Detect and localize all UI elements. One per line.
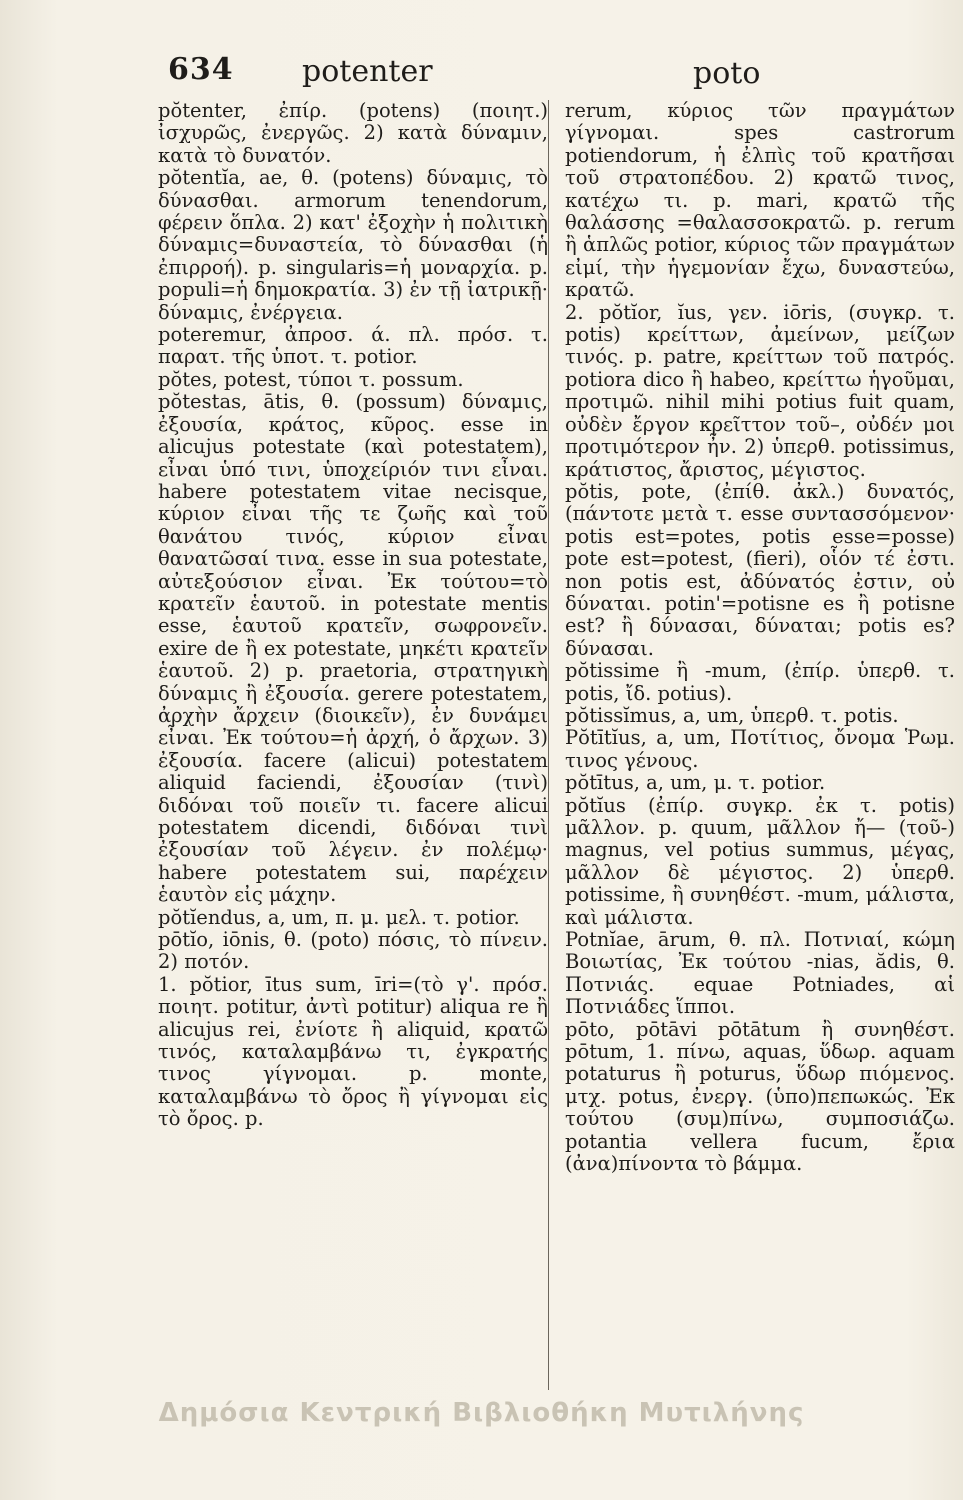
entry-potniae: Potnĭae, ārum, θ. πλ. Ποτνιαί, κώμη Βοιωτίας, Ἐκ τούτου -nias, ădis, θ. Ποτνιάς. equae Potniades, αἱ Ποτνιάδες ἵπποι. [565, 928, 955, 1019]
entry-potentia: pŏtentĭa, ae, θ. (potens) δύναμις, τὸ δύνασθαι. armorum tenendorum, φέρειν ὅπλα. 2) κατ' ἐξοχὴν ἡ πολιτικὴ δύναμις=δυναστεία, τὸ δύνασθαι (ἡ ἐπιρροή). p. singularis=ἡ μοναρχία. p. populi=ἡ δημοκρατία. 3) ἐν τῇ ἰατρικῇ· δύναμις, ἐνέργεια. [158, 166, 548, 324]
entry-potes: pŏtes, potest, τύποι τ. possum. [158, 367, 464, 391]
library-watermark: Δημόσια Κεντρική Βιβλιοθήκη Μυτιλήνης [158, 1398, 805, 1428]
left-column [158, 100, 548, 1400]
entry-poteremur: poteremur, ἀπροσ. ά. πλ. πρόσ. τ. παρατ. τῆς ὑποτ. τ. potior. [158, 323, 548, 369]
entry-potitius: Pŏtītĭus, a, um, Ποτίτιος, ὄνομα Ῥωμ. τινος γένους. [565, 726, 955, 772]
entry-potitus: pŏtītus, a, um, μ. τ. potior. [565, 771, 826, 795]
entry-potestas: pŏtestas, ātis, θ. (possum) δύναμις, ἐξουσία, κράτος, κῦρος. esse in alicujus potestate (καὶ potestatem), εἶναι ὑπό τινι, ὑποχείριόν τινι εἶναι. habere potestatem vitae necisque, κύριον εἶναι τῆς τε ζωῆς καὶ τοῦ θανάτου τινός, κύριον εἶναι θανατῶσαί τινα. esse in sua potestate, αὐτεξούσιον εἶναι. Ἐκ τούτου=τὸ κρατεῖν ἑαυτοῦ. in potestate mentis esse, ἑαυτοῦ κρατεῖν, σωφρονεῖν. exire de ἢ ex potestate, μηκέτι κρατεῖν ἑαυτοῦ. 2) p. praetoria, στρατηγικὴ δύναμις ἢ ἐξουσία. gerere potestatem, ἀρχὴν ἄρχειν (διοικεῖν), ἐν δυνάμει εἶναι. Ἐκ τούτου=ἡ ἀρχή, ὁ ἄρχων. 3) ἐξουσία. facere (alicui) potestatem aliquid faciendi, ἐξουσίαν (τινὶ) διδόναι τοῦ ποιεῖν τι. facere alicui potestatem dicendi, διδόναι τινὶ ἐξουσίαν τοῦ λέγειν. ἐν πολέμῳ· habere potestatem sui, παρέχειν ἑαυτὸν εἰς μάχην. [158, 390, 548, 907]
entry-potior-1-cont: rerum, κύριος τῶν πραγμάτων γίγνομαι. spes castrorum potiendorum, ἡ ἐλπὶς τοῦ κρατῆσαι τοῦ στρατοπέδου. 2) κρατῶ τινος, κατέχω τι. p. mari, κρατῶ τῆς θαλάσσης =θαλασσοκρατῶ. p. rerum ἢ ἁπλῶς potior, κύριος τῶν πραγμάτων εἰμί, τὴν ἡγεμονίαν ἔχω, δυναστεύω, κρατῶ. [565, 100, 955, 302]
left-guide-word: potenter [302, 54, 433, 89]
page-number: 634 [168, 52, 234, 87]
entry-potior-1: 1. pŏtior, ītus sum, īri=(τὸ γ'. πρόσ. ποιητ. potitur, ἀντὶ potitur) aliqua re ἢ alicujus rei, ἐνίοτε ἢ aliquid, κρατῶ τινός, καταλαμβάνω τι, ἐγκρατής τινος γίγνομαι. p. monte, καταλαμβάνω τὸ ὄρος ἢ γίγνομαι εἰς τὸ ὄρος. p. [158, 972, 548, 1131]
entry-potenter: pŏtenter, ἐπίρ. (potens) (ποιητ.) ἰσχυρῶς, ἐνεργῶς. 2) κατὰ δύναμιν, κατὰ τὸ δυνατόν. [158, 100, 548, 167]
entry-potiendus: pŏtĭendus, a, um, π. μ. μελ. τ. potior. [158, 905, 520, 929]
entry-potius: pŏtĭus (ἐπίρ. συγκρ. ἐκ τ. potis) μᾶλλον. p. quum, μᾶλλον ἤ— (τοῦ-) magnus, vel potius summus, μέγας, μᾶλλον δὲ μέγιστος. 2) ὑπερθ. potissime, ἢ συνηθέστ. -mum, μάλιστα, καὶ μάλιστα. [565, 793, 955, 929]
entry-poto: pōto, pōtāvi pōtātum ἢ συνηθέστ. pōtum, 1. πίνω, aquas, ὕδωρ. aquam potaturus ἢ poturus, ὕδωρ πιόμενος. μτχ. potus, ἐνεργ. (ὑπο)πεπωκώς. Ἐκ τούτου (συμ)πίνω, συμποσιάζω. potantia vellera fucum, ἔρια (ἀνα)πίνοντα τὸ βάμμα. [565, 1017, 955, 1176]
column-divider [548, 100, 549, 1390]
page-header [0, 42, 963, 102]
entry-potissime: pŏtissime ἢ -mum, (ἐπίρ. ὑπερθ. τ. potis, ἴδ. potius). [565, 659, 955, 705]
entry-potior-2: 2. pŏtĭor, ĭus, γεν. iōris, (συγκρ. τ. potis) κρείττων, ἀμείνων, μείζων τινός. p. patre, κρείττων τοῦ πατρός. potiora dico ἢ habeo, κρείττω ἡγοῦμαι, προτιμῶ. nihil mihi potius fuit quam, οὐδὲν ἔργον κρεῖττον τοῦ–, οὐδέν μοι προτιμότερον ἦν. 2) ὑπερθ. potissimus, κράτιστος, ἄριστος, μέγιστος. [565, 300, 955, 481]
entry-potissimus: pŏtissĭmus, a, um, ὑπερθ. τ. potis. [565, 703, 899, 727]
right-column [565, 100, 955, 1400]
entry-potio: pōtĭo, iōnis, θ. (poto) πόσις, τὸ πίνειν. 2) ποτόν. [158, 928, 548, 974]
entry-potis: pŏtis, pote, (ἐπίθ. ἀκλ.) δυνατός, (πάντοτε μετὰ τ. esse συντασσόμενον· potis est=potes, potis esse=posse) pote est=potest, (fieri), οἷόν τέ ἐστι. non potis est, ἀδύνατός ἐστιν, οὐ δύναται. potin'=potisne es ἢ potisne est? ἢ δύνασαι, δύναται; potis es? δύνασαι. [565, 479, 955, 660]
right-guide-word: poto [693, 56, 761, 91]
